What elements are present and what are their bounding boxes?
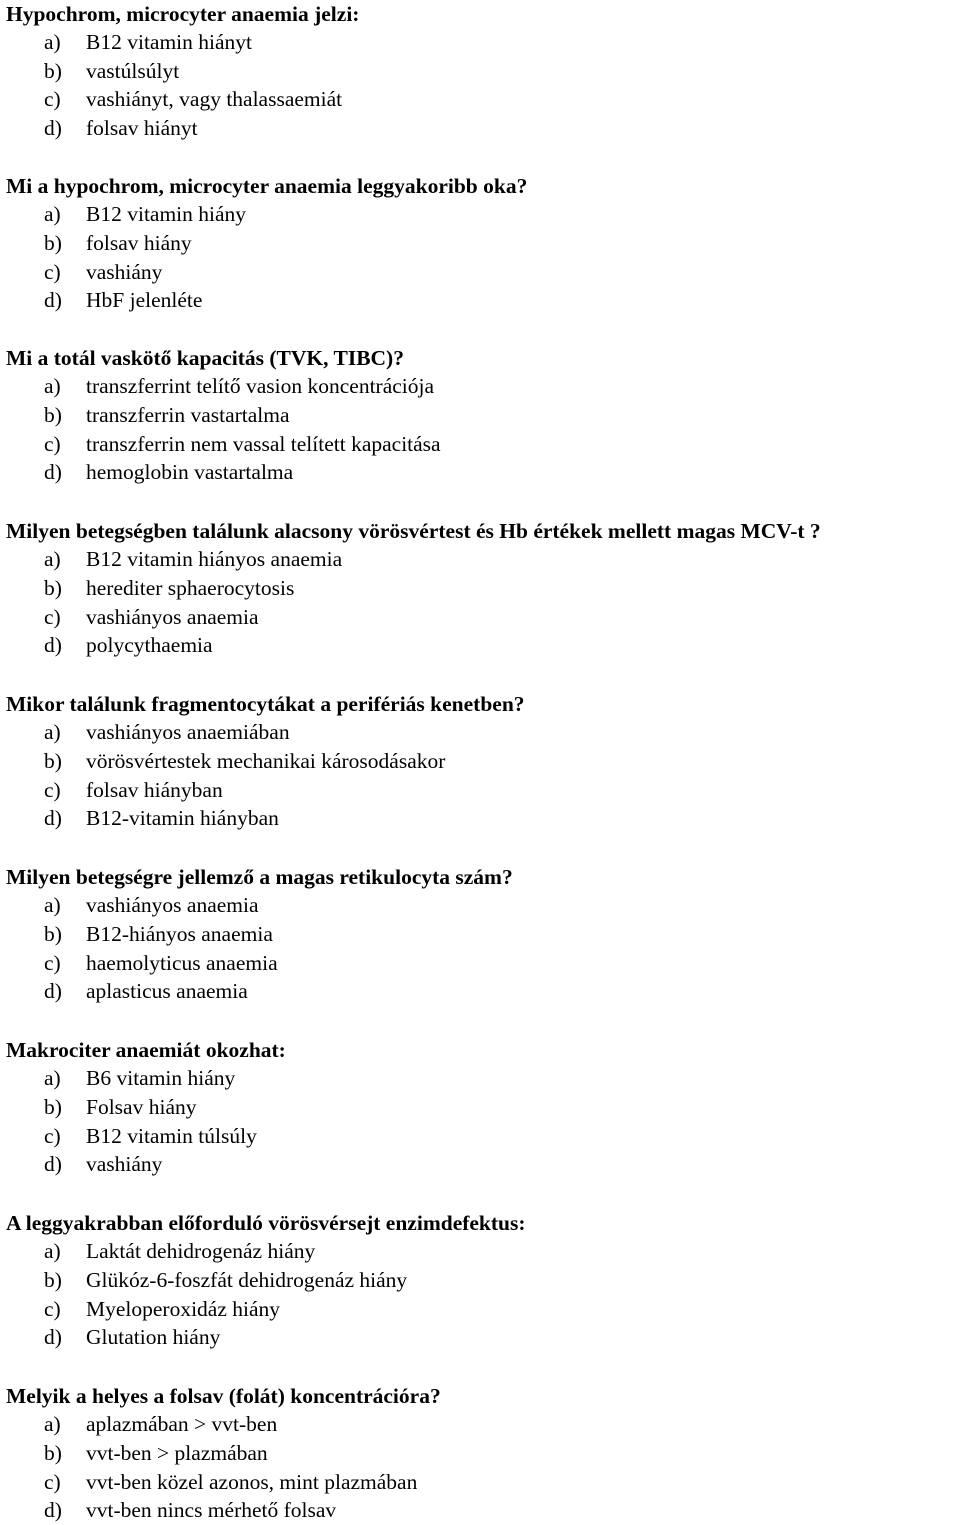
answer-option: [44, 776, 223, 804]
answer-option: [44, 920, 273, 948]
option-letter: d): [44, 1152, 62, 1176]
question-title: Hypochrom, microcyter anaemia jelzi:: [6, 2, 360, 26]
option-letter: b): [44, 1095, 62, 1119]
option-letter: d): [44, 460, 62, 484]
answer-option: [44, 1323, 220, 1351]
option-letter: c): [44, 1124, 61, 1148]
answer-option: [44, 1410, 277, 1438]
answer-option: [44, 1150, 162, 1178]
question-title: Mi a hypochrom, microcyter anaemia leggyakoribb oka?: [6, 174, 528, 198]
option-letter: a): [44, 547, 61, 571]
question-title: Mikor találunk fragmentocytákat a perifériás kenetben?: [6, 692, 525, 716]
option-text: vastúlsúlyt: [86, 59, 180, 83]
option-text: vashiány: [86, 1152, 163, 1176]
option-text: B12 vitamin hiányos anaemia: [86, 547, 343, 571]
option-letter: a): [44, 893, 61, 917]
option-text: herediter sphaerocytosis: [86, 576, 295, 600]
question-title: Milyen betegségre jellemző a magas retikulocyta szám?: [6, 865, 513, 889]
answer-option: [44, 458, 293, 486]
question-title: A leggyakrabban előforduló vörösvérsejt enzimdefektus:: [6, 1211, 526, 1235]
option-text: folsav hiány: [86, 231, 192, 255]
option-text: vashiány: [86, 260, 163, 284]
answer-option: [44, 286, 202, 314]
option-text: Myeloperoxidáz hiány: [86, 1297, 281, 1321]
option-letter: c): [44, 87, 61, 111]
option-letter: d): [44, 806, 62, 830]
option-letter: b): [44, 1268, 62, 1292]
option-letter: a): [44, 374, 61, 398]
option-text: B12 vitamin hiányt: [86, 30, 253, 54]
option-text: polycythaemia: [86, 633, 213, 657]
option-text: B12-vitamin hiányban: [86, 806, 279, 830]
option-text: vvt-ben > plazmában: [86, 1441, 268, 1465]
answer-option: [44, 804, 279, 832]
option-letter: c): [44, 260, 61, 284]
question-title: Milyen betegségben találunk alacsony vörösvértest és Hb értékek mellett magas MCV-t ?: [6, 519, 821, 543]
option-letter: c): [44, 778, 61, 802]
option-text: hemoglobin vastartalma: [86, 460, 294, 484]
option-text: aplasticus anaemia: [86, 979, 248, 1003]
option-text: B12 vitamin túlsúly: [86, 1124, 257, 1148]
option-text: Laktát dehidrogenáz hiány: [86, 1239, 316, 1263]
answer-option: [44, 747, 445, 775]
option-text: vvt-ben nincs mérhető folsav: [86, 1498, 337, 1522]
option-text: B6 vitamin hiány: [86, 1066, 236, 1090]
option-letter: b): [44, 922, 62, 946]
question-title: Melyik a helyes a folsav (folát) koncentrációra?: [6, 1384, 441, 1408]
answer-option: [44, 977, 248, 1005]
answer-option: [44, 891, 259, 919]
option-letter: a): [44, 202, 61, 226]
option-letter: a): [44, 1412, 61, 1436]
answer-option: [44, 258, 162, 286]
option-text: Folsav hiány: [86, 1095, 197, 1119]
option-text: B12 vitamin hiány: [86, 202, 247, 226]
option-letter: a): [44, 720, 61, 744]
option-text: HbF jelenléte: [86, 288, 203, 312]
answer-option: [44, 1122, 257, 1150]
option-text: B12-hiányos anaemia: [86, 922, 273, 946]
option-letter: a): [44, 1239, 61, 1263]
option-letter: d): [44, 1498, 62, 1522]
answer-option: [44, 1439, 268, 1467]
option-letter: d): [44, 633, 62, 657]
option-text: Glutation hiány: [86, 1325, 221, 1349]
option-text: folsav hiányt: [86, 116, 198, 140]
option-letter: b): [44, 576, 62, 600]
answer-option: [44, 114, 198, 142]
answer-option: [44, 28, 252, 56]
option-letter: d): [44, 1325, 62, 1349]
answer-option: [44, 1496, 336, 1524]
option-text: vashiányos anaemia: [86, 605, 259, 629]
option-letter: d): [44, 288, 62, 312]
answer-option: [44, 949, 278, 977]
option-letter: a): [44, 30, 61, 54]
option-letter: c): [44, 432, 61, 456]
option-text: vashiányos anaemiában: [86, 720, 290, 744]
answer-option: [44, 200, 246, 228]
option-text: vörösvértestek mechanikai károsodásakor: [86, 749, 446, 773]
question-title: Mi a totál vaskötő kapacitás (TVK, TIBC)?: [6, 346, 404, 370]
option-text: transzferrin vastartalma: [86, 403, 290, 427]
answer-option: [44, 401, 290, 429]
answer-option: [44, 1093, 196, 1121]
answer-option: [44, 57, 179, 85]
option-letter: c): [44, 951, 61, 975]
option-letter: d): [44, 116, 62, 140]
option-letter: b): [44, 59, 62, 83]
option-text: transzferrint telítő vasion koncentrációja: [86, 374, 435, 398]
option-letter: b): [44, 403, 62, 427]
option-text: Glükóz-6-foszfát dehidrogenáz hiány: [86, 1268, 408, 1292]
answer-option: [44, 1237, 315, 1265]
option-text: transzferrin nem vassal telített kapacitása: [86, 432, 441, 456]
answer-option: [44, 631, 213, 659]
option-text: vvt-ben közel azonos, mint plazmában: [86, 1470, 418, 1494]
option-text: vashiányos anaemia: [86, 893, 259, 917]
answer-option: [44, 229, 192, 257]
option-letter: c): [44, 1470, 61, 1494]
option-letter: c): [44, 1297, 61, 1321]
answer-option: [44, 545, 342, 573]
answer-option: [44, 372, 434, 400]
option-letter: b): [44, 749, 62, 773]
option-letter: b): [44, 231, 62, 255]
option-text: aplazmában > vvt-ben: [86, 1412, 278, 1436]
answer-option: [44, 1468, 417, 1496]
option-text: haemolyticus anaemia: [86, 951, 278, 975]
answer-option: [44, 85, 342, 113]
answer-option: [44, 1064, 235, 1092]
option-letter: b): [44, 1441, 62, 1465]
answer-option: [44, 574, 294, 602]
option-text: vashiányt, vagy thalassaemiát: [86, 87, 343, 111]
answer-option: [44, 430, 441, 458]
option-text: folsav hiányban: [86, 778, 223, 802]
option-letter: d): [44, 979, 62, 1003]
option-letter: a): [44, 1066, 61, 1090]
answer-option: [44, 718, 290, 746]
answer-option: [44, 603, 259, 631]
question-title: Makrociter anaemiát okozhat:: [6, 1038, 286, 1062]
answer-option: [44, 1295, 280, 1323]
answer-option: [44, 1266, 407, 1294]
option-letter: c): [44, 605, 61, 629]
